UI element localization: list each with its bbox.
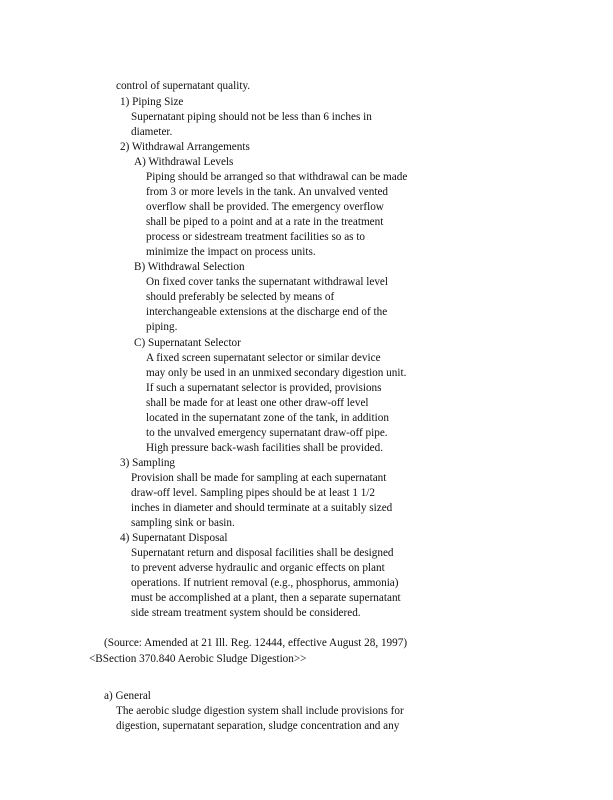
sampling-line: Provision shall be made for sampling at each supernatant [131,472,387,484]
withdrawal-levels-line: from 3 or more levels in the tank. An unvalved vented [146,186,389,198]
withdrawal-levels-line: Piping should be arranged so that withdrawal can be made [146,171,408,183]
supernatant-selector-line: may only be used in an unmixed secondary digestion unit. [146,367,407,379]
general-heading: a) General [104,690,151,702]
withdrawal-levels-line: process or sidestream treatment facilities so as to [146,231,366,243]
supernatant-disposal-line: Supernatant return and disposal facilities shall be designed [131,547,394,559]
withdrawal-levels-line: overflow shall be provided. The emergency overflow [146,201,384,213]
supernatant-selector-heading: C) Supernatant Selector [134,337,241,349]
sampling-heading: 3) Sampling [120,457,176,469]
withdrawal-selection-line: should preferably be selected by means of [146,291,335,303]
withdrawal-selection-line: On fixed cover tanks the supernatant withdrawal level [146,276,389,288]
supernatant-selector-line: shall be made for at least one other draw-off level [146,397,369,409]
source-note: (Source: Amended at 21 Ill. Reg. 12444, effective August 28, 1997) [104,637,408,649]
section-marker: <BSection 370.840 Aerobic Sludge Digestion>> [89,653,307,665]
piping-size-line: diameter. [131,126,173,138]
intro-line: control of supernatant quality. [116,80,251,92]
supernatant-disposal-line: side stream treatment system should be considered. [131,607,361,619]
supernatant-disposal-heading: 4) Supernatant Disposal [120,532,228,544]
piping-size-heading: 1) Piping Size [120,96,184,108]
sampling-line: inches in diameter and should terminate at a suitably sized [131,502,393,514]
supernatant-disposal-line: operations. If nutrient removal (e.g., phosphorus, ammonia) [131,577,399,589]
supernatant-selector-line: to the unvalved emergency supernatant draw-off pipe. [146,427,388,439]
general-line: The aerobic sludge digestion system shall include provisions for [116,705,404,717]
sampling-line: sampling sink or basin. [131,517,235,529]
withdrawal-arrangements-heading: 2) Withdrawal Arrangements [120,141,250,153]
supernatant-selector-line: If such a supernatant selector is provided, provisions [146,382,382,394]
withdrawal-levels-line: minimize the impact on process units. [146,246,316,258]
supernatant-disposal-line: must be accomplished at a plant, then a separate supernatant [131,592,401,604]
general-line: digestion, supernatant separation, sludge concentration and any [116,720,400,732]
withdrawal-levels-line: shall be piped to a point and at a rate in the treatment [146,216,384,228]
piping-size-line: Supernatant piping should not be less than 6 inches in [131,111,372,123]
sampling-line: draw-off level. Sampling pipes should be at least 1 1/2 [131,487,376,499]
withdrawal-selection-heading: B) Withdrawal Selection [134,261,245,273]
supernatant-disposal-line: to prevent adverse hydraulic and organic effects on plant [131,562,385,574]
supernatant-selector-line: High pressure back-wash facilities shall be provided. [146,442,384,454]
withdrawal-selection-line: piping. [146,321,178,333]
withdrawal-selection-line: interchangeable extensions at the discharge end of the [146,306,388,318]
supernatant-selector-line: located in the supernatant zone of the tank, in addition [146,412,389,424]
supernatant-selector-line: A fixed screen supernatant selector or similar device [146,352,381,364]
withdrawal-levels-heading: A) Withdrawal Levels [134,156,234,168]
